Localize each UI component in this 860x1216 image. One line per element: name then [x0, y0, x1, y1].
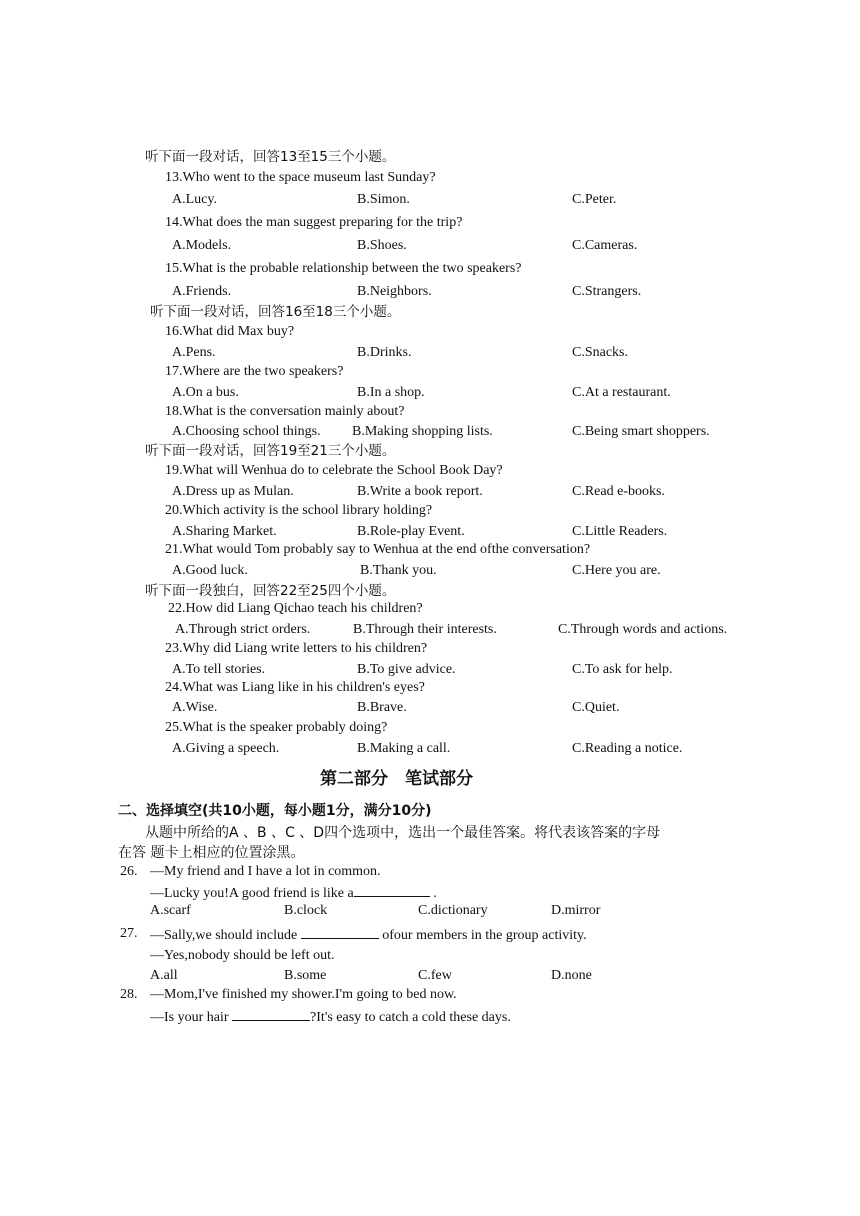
q13-option-a: A.Lucy. [172, 192, 217, 207]
q17-option-a: A.On a bus. [172, 385, 239, 400]
q25-option-b: B.Making a call. [357, 741, 451, 756]
q26-answer-blank [354, 884, 430, 897]
q20-option-a: A.Sharing Market. [172, 524, 277, 539]
instruction-line-2: 在答 题卡上相应的位置涂黑。 [118, 845, 305, 861]
question-22: 22.How did Liang Qichao teach his children? [168, 601, 423, 616]
q28-line-2 [150, 1008, 511, 1026]
q28-line-2-end: ?It's easy to catch a cold these days. [310, 1010, 511, 1025]
q14-option-c: C.Cameras. [572, 238, 638, 253]
q22-option-b: B.Through their interests. [353, 622, 497, 637]
q27-line-1-text: —Sally,we should include [150, 928, 298, 943]
q27-line-1-end: ofour members in the group activity. [382, 928, 587, 943]
question-18: 18.What is the conversation mainly about? [165, 404, 405, 419]
q17-option-c: C.At a restaurant. [572, 385, 671, 400]
q17-option-b: B.In a shop. [357, 385, 425, 400]
q25-option-c: C.Reading a notice. [572, 741, 683, 756]
q23-option-c: C.To ask for help. [572, 662, 673, 677]
q15-option-b: B.Neighbors. [357, 284, 432, 299]
q23-option-b: B.To give advice. [357, 662, 456, 677]
question-24: 24.What was Liang like in his children's eyes? [165, 680, 425, 695]
q27-number: 27. [120, 926, 138, 941]
q26-option-b: B.clock [284, 903, 328, 918]
part2-title: 第二部分 笔试部分 [320, 769, 473, 789]
q27-line-2: —Yes,nobody should be left out. [150, 948, 335, 963]
q28-answer-blank [232, 1008, 310, 1021]
q14-option-a: A.Models. [172, 238, 232, 253]
listening-intro-13-15: 听下面一段对话，回答13至15三个小题。 [145, 149, 396, 165]
q23-option-a: A.To tell stories. [172, 662, 266, 677]
question-23: 23.Why did Liang write letters to his children? [165, 641, 428, 656]
q13-option-b: B.Simon. [357, 192, 410, 207]
q15-option-a: A.Friends. [172, 284, 232, 299]
q24-option-c: C.Quiet. [572, 700, 620, 715]
question-25: 25.What is the speaker probably doing? [165, 720, 388, 735]
q20-option-c: C.Little Readers. [572, 524, 668, 539]
q27-answer-blank [301, 926, 379, 939]
q24-option-b: B.Brave. [357, 700, 407, 715]
q21-option-c: C.Here you are. [572, 563, 661, 578]
question-15: 15.What is the probable relationship between the two speakers? [165, 261, 522, 276]
q27-option-c: C.few [418, 968, 452, 983]
q19-option-c: C.Read e-books. [572, 484, 665, 499]
q26-number: 26. [120, 864, 138, 879]
q16-option-a: A.Pens. [172, 345, 216, 360]
q26-option-d: D.mirror [551, 903, 601, 918]
listening-intro-16-18: 听下面一段对话，回答16至18三个小题。 [150, 304, 401, 320]
q19-option-b: B.Write a book report. [357, 484, 483, 499]
section-heading: 二、选择填空(共10小题，每小题1分，满分10分) [118, 803, 432, 819]
q18-option-b: B.Making shopping lists. [352, 424, 493, 439]
q27-option-a: A.all [150, 968, 178, 983]
question-13: 13.Who went to the space museum last Sunday? [165, 170, 436, 185]
question-14: 14.What does the man suggest preparing for the trip? [165, 215, 463, 230]
q28-line-1: —Mom,I've finished my shower.I'm going to bed now. [150, 987, 457, 1002]
q26-line-1: —My friend and I have a lot in common. [150, 864, 381, 879]
q15-option-c: C.Strangers. [572, 284, 642, 299]
q14-option-b: B.Shoes. [357, 238, 407, 253]
q24-option-a: A.Wise. [172, 700, 218, 715]
q16-option-b: B.Drinks. [357, 345, 412, 360]
instruction-line-1: 从题中所给的A 、B 、C 、D四个选项中，选出一个最佳答案。将代表该答案的字母 [145, 825, 661, 841]
q13-option-c: C.Peter. [572, 192, 617, 207]
q22-option-c: C.Through words and actions. [558, 622, 728, 637]
q26-option-a: A.scarf [150, 903, 191, 918]
q27-line-1 [150, 926, 587, 944]
question-20: 20.Which activity is the school library holding? [165, 503, 433, 518]
q26-option-c: C.dictionary [418, 903, 488, 918]
q25-option-a: A.Giving a speech. [172, 741, 280, 756]
question-21: 21.What would Tom probably say to Wenhua at the end ofthe conversation? [165, 542, 591, 557]
question-19: 19.What will Wenhua do to celebrate the School Book Day? [165, 463, 503, 478]
q18-option-c: C.Being smart shoppers. [572, 424, 710, 439]
question-17: 17.Where are the two speakers? [165, 364, 344, 379]
q18-option-a: A.Choosing school things. [172, 424, 321, 439]
q21-option-a: A.Good luck. [172, 563, 248, 578]
q20-option-b: B.Role-play Event. [357, 524, 465, 539]
q27-option-d: D.none [551, 968, 592, 983]
q26-line-2 [150, 884, 437, 902]
q22-option-a: A.Through strict orders. [175, 622, 311, 637]
q16-option-c: C.Snacks. [572, 345, 628, 360]
q28-number: 28. [120, 987, 138, 1002]
q28-line-2-text: —Is your hair [150, 1010, 229, 1025]
q19-option-a: A.Dress up as Mulan. [172, 484, 294, 499]
question-16: 16.What did Max buy? [165, 324, 295, 339]
q21-option-b: B.Thank you. [360, 563, 437, 578]
listening-intro-22-25: 听下面一段独白，回答22至25四个小题。 [145, 583, 396, 599]
q27-option-b: B.some [284, 968, 327, 983]
q26-line-2-end: . [433, 886, 437, 901]
q26-line-2-text: —Lucky you!A good friend is like a [150, 886, 354, 901]
listening-intro-19-21: 听下面一段对话，回答19至21三个小题。 [145, 443, 396, 459]
